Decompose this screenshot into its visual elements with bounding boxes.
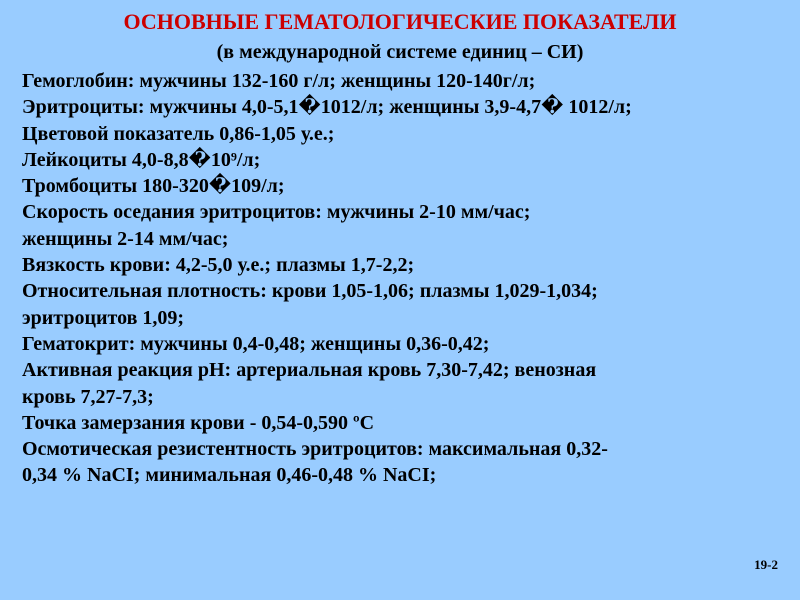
line-color-index: Цветовой показатель 0,86-1,05 у.е.;: [22, 122, 335, 145]
page-number: 19-2: [754, 557, 778, 572]
line-ph-venous: кровь 7,27-7,3;: [22, 385, 154, 408]
line-density: Относительная плотность: крови 1,05-1,06; плазмы 1,029-1,034;: [22, 280, 598, 303]
line-osmotic-min: 0,34 % NaCI; минимальная 0,46-0,48 % NaCI;: [22, 464, 437, 487]
line-hematocrit: Гематокрит: мужчины 0,4-0,48; женщины 0,36-0,42;: [22, 332, 490, 355]
line-viscosity: Вязкость крови: 4,2-5,0 у.е.; плазмы 1,7-2,2;: [22, 254, 415, 277]
line-freezing-point: Точка замерзания крови - 0,54-0,590 ºС: [22, 411, 375, 434]
slide-subtitle: (в международной системе единиц – СИ): [216, 41, 584, 63]
line-thrombocytes: Тромбоциты 180-320�109/л;: [22, 175, 285, 198]
line-hemoglobin: Гемоглобин: мужчины 132-160 г/л; женщины 120-140г/л;: [22, 70, 536, 92]
line-ph-arterial: Активная реакция pH: артериальная кровь 7,30-7,42; венозная: [22, 359, 597, 382]
line-esr-women: женщины 2-14 мм/час;: [22, 227, 229, 250]
line-erythrocytes: Эритроциты: мужчины 4,0-5,1�1012/л; женщины 3,9-4,7� 1012/л;: [22, 96, 632, 119]
line-leukocytes: Лейкоциты 4,0-8,8�10⁹/л;: [22, 148, 261, 171]
line-osmotic-max: Осмотическая резистентность эритроцитов: максимальная 0,32-: [22, 438, 608, 461]
indicator-list: [22, 68, 792, 489]
line-density-erythrocytes: эритроцитов 1,09;: [22, 306, 185, 329]
slide-title: ОСНОВНЫЕ ГЕМАТОЛОГИЧЕСКИЕ ПОКАЗАТЕЛИ: [123, 9, 677, 34]
line-esr-men: Скорость оседания эритроцитов: мужчины 2-10 мм/час;: [22, 201, 531, 224]
